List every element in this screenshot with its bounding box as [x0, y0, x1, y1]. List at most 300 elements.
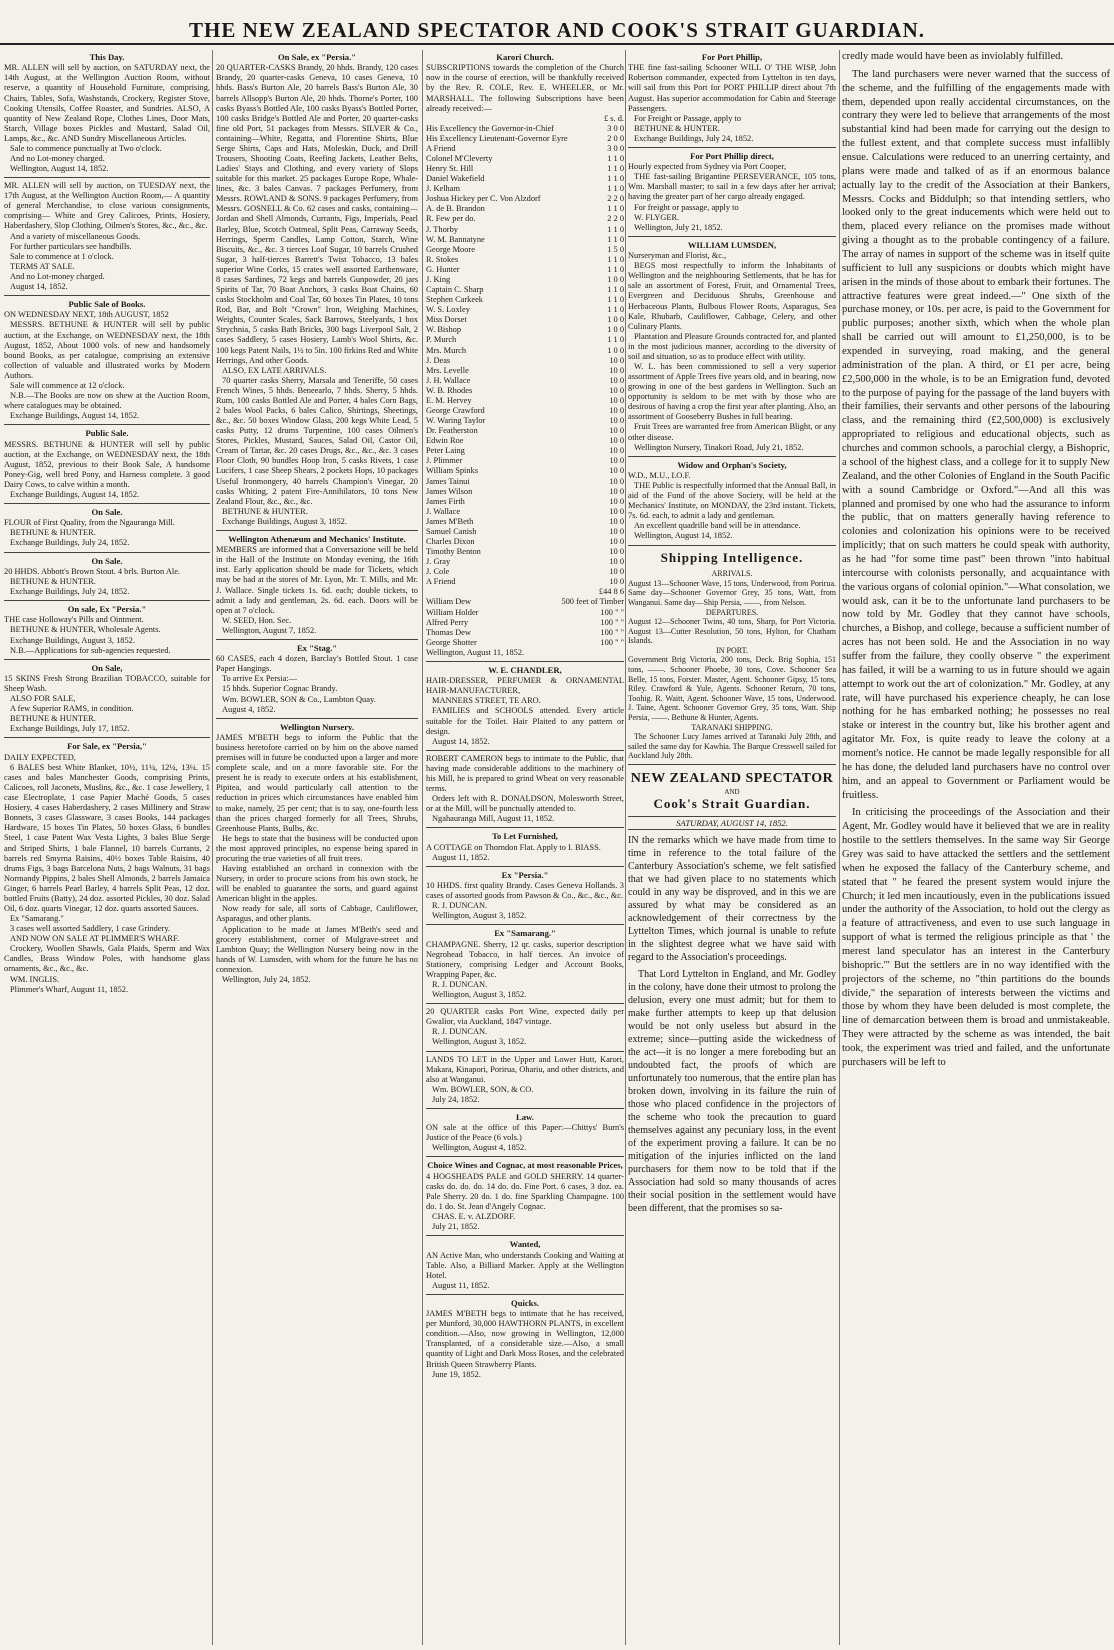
ad-text: BETHUNE & HUNTER.	[10, 714, 96, 724]
ad-heading: Widow and Orphan's Society,	[677, 459, 787, 470]
subscriber-name: W. M. Bannatyne	[426, 234, 485, 244]
masthead-rule	[0, 43, 1114, 45]
ad-text: W. FLYGER.	[634, 212, 680, 222]
ad-text: TERMS AT SALE.	[10, 261, 75, 271]
donation: 100 " "	[600, 637, 624, 647]
ad-text: BETHUNE & HUNTER.	[634, 123, 720, 133]
ad-text: August 4, 1852.	[222, 704, 276, 714]
subscriber-name: A Friend	[426, 143, 456, 153]
subscription-row	[426, 295, 624, 305]
subscriber-name: Stephen Carkeek	[426, 295, 483, 305]
ad-text: For Freight or Passage, apply to	[634, 113, 742, 123]
ad-text: Wellington, July 21, 1852.	[634, 222, 723, 232]
ad-text: Wellington, August 14, 1852.	[10, 164, 109, 174]
ad-text: Crockery, Woollen Shawls, Gala Plaids, Sperm and Wax Candles, Brass Window Poles, with handsome glass ornaments, &c., &c., &c.	[4, 944, 210, 974]
divider	[216, 639, 418, 640]
subscriber-name: J. Kelham	[426, 184, 460, 194]
subscription-row	[426, 487, 624, 497]
subscription-amount: 3 0 0	[607, 123, 624, 133]
donation: 100 " "	[600, 627, 624, 637]
subscriber-name: J. Wallace	[426, 506, 461, 516]
ad-text: 60 CASES, each 4 dozen, Barclay's Bottled Stout. 1 case Paper Hangings.	[216, 654, 418, 674]
subscriber-name: E. M. Hervey	[426, 395, 472, 405]
taranaki-heading: TARANAKI SHIPPING.	[691, 722, 773, 732]
ad-heading: On Sale,	[91, 662, 123, 673]
ad-heading: For Sale, ex "Persia,"	[67, 741, 147, 752]
ad-text: ALSO FOR SALE,	[10, 694, 76, 704]
subscription-row	[426, 567, 624, 577]
column-1	[4, 50, 210, 1645]
divider	[4, 503, 210, 504]
subscriber-name: William Spinks	[426, 466, 479, 476]
subscription-row	[426, 124, 624, 134]
ad-text: BETHUNE & HUNTER, Wholesale Agents.	[10, 625, 161, 635]
subscription-amount: 10 0	[609, 526, 624, 536]
divider	[426, 750, 624, 751]
ad-text: Wellington Nursery, Tinakori Road, July 21, 1852.	[634, 442, 804, 452]
subscriber-name: G. Hunter	[426, 264, 460, 274]
subscription-row	[426, 557, 624, 567]
column-divider	[839, 50, 840, 1645]
subscription-row	[426, 537, 624, 547]
ad-heading: This Day.	[89, 52, 125, 62]
advertisement	[4, 428, 210, 500]
divider	[4, 295, 210, 296]
ad-text: And no Lot-money charged.	[10, 154, 105, 164]
subscriber-name: W. Waring Taylor	[426, 416, 486, 426]
editorial-paragraph: IN the remarks which we have made from time to time in reference to the total failure of the Canterbury Association's scheme, we felt satisfied that we had given place to no statements which could in any way be disproved, and in this we are assured by what may be considered as an acknowledgement of their correctness by the Lyttelton Times, which journal is unable to refute in the slightest degree what we have said with regard to the Association's proceedings.	[628, 835, 836, 964]
subscription-row	[426, 416, 624, 426]
subscriber-name: James M'Beth	[426, 516, 474, 526]
column-3	[426, 50, 624, 1645]
ad-text: Exchange Buildings, July 24, 1852.	[634, 133, 754, 143]
ad-text: Sale will commence at 12 o'clock.	[10, 380, 125, 390]
ad-heading: On sale, Ex "Persia."	[67, 604, 147, 615]
ad-heading: Karori Church.	[496, 52, 554, 62]
newspaper-title: NEW ZEALAND SPECTATOR	[630, 771, 834, 786]
ad-text: An excellent quadrille band will be in attendance.	[634, 521, 801, 531]
ad-text: Now ready for sale, all sorts of Cabbage, Cauliflower, Asparagus, and other plants.	[216, 904, 418, 924]
subscription-row	[426, 386, 624, 396]
subscriber-name: W. S. Loxley	[426, 305, 470, 315]
ad-heading: For Port Phillip direct,	[690, 150, 774, 161]
subscription-amount: 10 0	[609, 446, 624, 456]
ad-text: CHAS. E. v. ALZDORF.	[432, 1212, 516, 1222]
ad-text: Hourly expected from Sydney via Port Cooper,	[628, 162, 787, 172]
subscriber-name: W. Bishop	[426, 325, 462, 335]
ad-text: Sale to commence punctually at Two o'clock.	[10, 143, 162, 153]
subscription-row	[426, 426, 624, 436]
ad-text: R. J. DUNCAN.	[432, 980, 488, 990]
ad-text: ON WEDNESDAY NEXT, 18th AUGUST, 1852	[4, 310, 169, 320]
divider	[628, 545, 836, 546]
ad-text: HAIR-DRESSER, PERFUMER & ORNAMENTAL HAIR-MANUFACTURER,	[426, 676, 624, 696]
inport-text: Government Brig Victoria, 200 tons, Deck. Brig Sophia, 151 tons, ——. Schooner Phoebe, 30 tons, Cove. Schooner Sea Belle, 15 tons, Forster. Master, Agent. Schooner Gipsy, 15 tons, Riley. Crawford & Yule, Agents. Schooner Return, 70 tons, Toohig. R. Waitt, Agent. Schooner Wave, 15 tons, Underwood. J. Taine, Agent. Schooner Governor Grey, 35 tons, Watt. Ship Persia, ——. Bethune & Hunter, Agents.	[628, 655, 836, 723]
ad-text: July 24, 1852.	[432, 1094, 480, 1104]
ad-text: August 14, 1852.	[10, 281, 68, 291]
ad-text: W. SEED, Hon. Sec.	[222, 615, 292, 625]
ad-text: 6 BALES best White Blanket, 10½, 11¼, 12¼, 13¼. 15 cases and bales Manchester Goods, comprising Prints, Calicoes, roll Jaconets, Muslins, &c., &c. 1 case Jewellery, 1 case Electroplate, 1 case Papier Maché Goods, 5 cases Hosiery, 4 cases Haberdashery, 2 cases Millinery and Straw Bonnets, 3 cases Glassware, 3 cases Books, 144 packages Hardware, 15 boxes Tin Plates, 50 boxes Glass, 6 bundles Steel, 1 case Patent Wax Vesta Lights, 3 bales Blue Serge and Striped Shirts, 1 bale Flannel, 10 barrels Currants, 2 barrels red Smyrna Raisins, 40½ boxes Table Raisins, 40 drums Figs, 3 bags Barcelona Nuts, 2 bags Walnuts, 31 bags Normandy Pippins, 2 bales Shell Almonds, 2 barrels Jamaica Ginger, 6 barrels Pearl Barley, 4 barrels Split Peas, 12 doz. bottled Fruits (Batty), 24 doz. assorted Pickles, 30 doz. Salad Oil, 6 doz. quarts Vinegar, 12 doz. quarts assorted Sauces.	[4, 762, 210, 913]
editorial-paragraph: The land purchasers were never warned that the success of the scheme, and the fulfilling of the engagements made with them, depended upon really accidental circumstances, on the contrary they were led to believe that arrangements of the most substantial kind had been made for carrying out the design to the fullest extent, and that complete success must infallibly ensue. Calculations were reduced to an unerring certainty, and plans were made and talked of as if an enormous balance actually lay to the credit of the Association at their Bankers, Messrs. Cocks and Biddulph; so that intending settlers, who looked only to the great inducements which were held out to them, placed every reliance on the promises made without giving a thought as to the probable contingency of a failure. The array of names in support of the scheme was in itself quite sufficient to lull any suspicions or doubts which might have arisen in the minds of those about to embark their fortunes. The attractive features were great indeed.—" One sixth of the purchase money, or 10s. per acre, is paid to the Government for public purposes; another sixth, which when the whole plan shall be carried out will amount to £1,250,000, is to be expended in surveying, road making, and the general administration of the plan. A third, or £1 per acre, being £2,500,000 in the whole, is to be an Emigration fund, devoted to the purpose of paying for the passage of the land buyers with their families, their servants and other persons of the labouring class, and the remaining third (£2,500,000) is exclusively appropriated to religious and educational objects, such as churches and common schools, a parochial clergy, a Bishopric, a school of the highest class, and a college for it to supply New Zealand, and the other Colonies of England in the South Pacific with a sound Cambridge or Oxford."—And all this was planned and promised by one who had the assurance to inform the public, that on matters generally having reference to colonies and colonization his opinions were to be received implicitly; that on such matters he could speak with authority, as he had "for some time past" been thrown "into habitual intercourse with colonists personally, and acquaintance with the various organs of colonial opinion."—What consolation, we would ask, can it be to the unfortunate land purchasers to be now told by Mr. Godley that they cannot have schools, churches, a Bishop, and college, because a sufficient number of acres has not been sold. He and the Association in no way suffer from the failure, they coolly observe " the experiment has failed, it will be a warning to us in future should we again attempt to work out the art of colonization." Mr. Godley, at any rate, will have purchased his experience cheaply, he can lose nothing for he has embarked nothing; he possesses no real stake or interest in the country but, like his brother agent and agitator Mr. Fox, is quite ready to leave the colony at a moment's notice. He cannot be made legally responsible for all he has done, the deluded land purchasers have no control over him, and an appeal to Government or Parliament would be fruitless.	[842, 68, 1110, 801]
subscription-row	[426, 477, 624, 487]
subscriber-name: Colonel M'Cleverty	[426, 154, 493, 164]
subscription-amount: 1 0 0	[607, 345, 624, 355]
advertisement	[216, 722, 418, 985]
subscription-amount: 1 1 0	[607, 305, 624, 315]
subscriber-name: Joshua Hickey per C. Von Alzdorf	[426, 194, 541, 204]
subscription-row	[426, 366, 624, 376]
ad-date: Wellington, August 11, 1852.	[426, 647, 525, 657]
subscription-row	[426, 325, 624, 335]
subscription-amount: 10 0	[609, 567, 624, 577]
ad-text: Application to be made at James M'Beth's seed and grocery establishment, corner of Mulgrave-street and Lambton Quay; the Wellington Nursery being now in the hands of W. Lumsden, with whom for the future he has no connexion.	[216, 924, 418, 974]
ad-heading: Public Sale.	[85, 428, 129, 439]
subscription-amount: 1 1 0	[607, 204, 624, 214]
editorial-paragraph: That Lord Lyttelton in England, and Mr. Godley in the colony, have done their utmost to prolong the delusion, every one must admit; but for them to make further attempts to keep up that delusion would be not only useless but absurd in the extreme; since—putting aside the wickedness of the act—it is no longer a mere foreboding but an undoubted fact, the proofs of which are unfortunately too numerous, that the entire plan has broken down, involving in its failure the ruin of those who placed confidence in the projectors of the scheme who took the precaution to guard themselves against any pecuniary loss, in the event of the experiment proving a failure. It can be no mitigation of the injuries inflicted on the land purchasers for them now to be told that if the Association had sold so many thousands of acres their social position in the settlement would have been different, that the promises so sa-	[628, 969, 836, 1215]
subscription-amount: 10 0	[609, 536, 624, 546]
advertisement	[426, 1298, 624, 1380]
ad-heading: Choice Wines and Cognac, at most reasonable Prices,	[427, 1160, 623, 1171]
subscription-row	[426, 436, 624, 446]
subscriber-name: Mrs. Levelle	[426, 365, 469, 375]
divider	[4, 424, 210, 425]
advertisement	[426, 831, 624, 862]
column-divider	[625, 50, 626, 1645]
ad-text: A few Superior RAMS, in condition.	[10, 704, 134, 714]
divider	[426, 827, 624, 828]
subscription-row	[426, 144, 624, 154]
subscription-amount: 10 0	[609, 516, 624, 526]
ad-text: 15 hhds. Superior Cognac Brandy.	[222, 684, 338, 694]
ad-text: August 11, 1852.	[432, 1280, 490, 1290]
ad-heading: Ex "Stag."	[296, 642, 338, 653]
ad-text: August 11, 1852.	[432, 852, 490, 862]
column-divider	[212, 50, 213, 1645]
subscription-row	[426, 255, 624, 265]
ad-text: 3 cases well assorted Saddlery, 1 case Grindery.	[10, 924, 171, 934]
divider	[628, 764, 836, 765]
subscriber-name: Samuel Canish	[426, 526, 477, 536]
ad-text: W.D., M.U., I.O.F.	[628, 470, 691, 480]
advertisement	[426, 1160, 624, 1232]
subscription-amount: 10 0	[609, 557, 624, 567]
donation: 500 feet of Timber	[561, 597, 624, 607]
subscription-amount: 2 0 0	[607, 133, 624, 143]
editorial-paragraph: In criticising the proceedings of the Association and their Agent, Mr. Godley would have it believed that we are in reality hostile to the settlers themselves. In the same way Sir George Grey was said to have attacked the settlers and the settlement when he exposed the fallacy of the Canterbury scheme, and stated that " he feared the present system would injure the Church; it led men incautiously, even in the publications issued under the authority of the Association, to hold out the clergy as a feature of attractiveness, and even to use such language in support of what is termed the religious principle as that ' the merest land speculator has an interest in the Canterbury bishopric.'" But the settlers are in no way identified with the projectors of the scheme, no "thin partitions do the bounds divide," the separation of interests between the victims and those by whom they have been deluded is most complete, the line of demarcation between them is broad and unmistakeable. They were attracted by the scheme as was intended, the bait took, the experiment was tried and failed, and the unfortunate purchasers will be left to	[842, 807, 1110, 1068]
ad-text: 4 HOGSHEADS PALE and GOLD SHERRY. 14 quarter-casks do. do. do. 14 do. do. Fine Port. 6 cases, 3 doz. ea. Pale Sherry. 20 do. 1 do. fine Sparkling Champagne. 100 do. 1 do. St. Jean d'Angely Cognac.	[426, 1171, 624, 1211]
ad-text: N.B.—The Books are now on shew at the Auction Room, where catalogues may be obtained.	[4, 390, 210, 411]
subscription-row	[426, 335, 624, 345]
subscription-amount: 10 0	[609, 506, 624, 516]
ad-text: ROBERT CAMERON begs to intimate to the Public, that having made considerable additions to the machinery of his Mill, he is prepared to grind Wheat on very reasonable terms.	[426, 753, 624, 794]
donor-name: George Shotter	[426, 637, 477, 647]
subscription-row	[426, 194, 624, 204]
editorial	[628, 834, 836, 1215]
ad-text: July 21, 1852.	[432, 1222, 480, 1232]
ad-text: THE fine fast-sailing Schooner WILL O' THE WISP, John Robertson commander, expected from Lyttelton in ten days, will sail from this Port for PORT PHILLIP direct about 7th August. Has superior accommodation for Cabin and Steerage Passengers.	[628, 63, 836, 113]
subscriber-name: Henry St. Hill	[426, 164, 474, 174]
advertisement	[426, 754, 624, 825]
donation: 100 " "	[600, 617, 624, 627]
subscription-amount: 10 0	[609, 466, 624, 476]
advertisement	[4, 741, 210, 994]
subscription-row	[426, 356, 624, 366]
newspaper-and: AND	[724, 787, 740, 796]
divider	[628, 456, 836, 457]
subscriber-name: J. King	[426, 274, 451, 284]
ad-text: June 19, 1852.	[432, 1369, 481, 1379]
subscription-row	[426, 406, 624, 416]
timber-row	[426, 628, 624, 638]
divider	[216, 718, 418, 719]
subscription-row	[426, 134, 624, 144]
subscription-row	[426, 497, 624, 507]
subscriber-name: His Excellency Lieutenant-Governor Eyre	[426, 133, 568, 143]
ad-text: Exchange Buildings, July 24, 1852.	[10, 538, 130, 548]
masthead: THE NEW ZEALAND SPECTATOR AND COOK'S STRAIT GUARDIAN.	[188, 18, 926, 42]
donor-name: Thomas Dew	[426, 627, 471, 637]
subscription-amount: 10 0	[609, 456, 624, 466]
subscription-rows	[426, 124, 624, 588]
ad-text: Wellington, July 24, 1852.	[222, 974, 311, 984]
ad-text: SUBSCRIPTIONS towards the completion of the Church now in the course of erection, will be thankfully received by the Rev. R. COLE, Rev. E. WHEELER, or Mr. MARSHALL. The following Subscriptions have been already received:—	[426, 63, 624, 113]
timber-row	[426, 597, 624, 607]
subscription-row	[426, 154, 624, 164]
subscription-amount: 10 0	[609, 355, 624, 365]
subscription-amount: 3 0 0	[607, 143, 624, 153]
divider	[426, 1003, 624, 1004]
advertisement	[216, 52, 418, 527]
ad-heading: On Sale.	[91, 555, 123, 566]
advertisement	[4, 299, 210, 421]
ad-text: THE Public is respectfully informed that the Annual Ball, in aid of the Fund of the above Society, will be held at the Mechanics' Institute, on MONDAY, the 23rd instant. Tickets, 7s. 6d. each, to admit a lady and gentleman.	[628, 481, 836, 521]
subscription-row	[426, 214, 624, 224]
ad-text: W. L. has been commissioned to sell a very superior assortment of Apple Trees five years old, and in bearing, now growing in one of the best gardens in Wellington. Such an opportunity is seldom to be met with by those who are desirous of having a crop the first year after planting. Also, an assortment of Gooseberry Bushes in full bearing.	[628, 361, 836, 422]
subscription-row	[426, 466, 624, 476]
subscription-amount: 10 0	[609, 486, 624, 496]
shipping-title: Shipping Intelligence.	[660, 549, 804, 565]
ad-text: Sale to commence at 1 o'clock.	[10, 251, 114, 261]
timber-rows	[426, 597, 624, 647]
subscriber-name: James Firth	[426, 496, 465, 506]
ad-text: Exchange Buildings, August 14, 1852.	[10, 489, 140, 499]
subscriber-name: His Excellency the Governor-in-Chief	[426, 123, 554, 133]
ad-text: JAMES M'BETH begs to intimate that he has received, per Munford, 30,000 HAWTHORN PLANTS, in excellent condition.—Also, now growing in Wellington, 12,000 Transplanted, of a considerable size.—Also, a small quantity of Light and Dark Moss Roses, and the celebrated British Queen Strawberry Plants.	[426, 1309, 624, 1369]
subscription-amount: 1 0 0	[607, 274, 624, 284]
subscriber-name: J. Cole	[426, 567, 450, 577]
subscription-row	[426, 577, 624, 587]
shipping-intelligence	[628, 569, 836, 761]
subscription-row	[426, 305, 624, 315]
subscriber-name: W. B. Rhodes	[426, 385, 473, 395]
ad-heading: Ex "Samarang."	[494, 928, 556, 939]
subscriber-name: Captain C. Sharp	[426, 285, 484, 295]
divider	[426, 1294, 624, 1295]
column-4	[628, 50, 836, 1645]
ad-heading: Law.	[516, 1111, 534, 1122]
ad-text: FAMILIES and SCHOOLS attended. Every article suitable for the Toilet. Hair Plaited to any pattern or design.	[426, 706, 624, 736]
advertisement	[426, 1007, 624, 1047]
ad-text: Wellington, August 4, 1852.	[432, 1143, 527, 1153]
ad-text: Orders left with R. DONALDSON, Molesworth Street, or at the Mill, will be punctually attended to.	[426, 794, 624, 814]
ad-text: LANDS TO LET in the Upper and Lower Hutt, Karori, Makara, Kinapori, Porirua, Ohariu, and other districts, and also at Wanganui.	[426, 1054, 624, 1084]
ad-text: DAILY EXPECTED,	[4, 752, 76, 762]
subscription-row	[426, 235, 624, 245]
advertisement	[4, 52, 210, 174]
subscriber-name: Peter Laing	[426, 446, 465, 456]
ad-text: ALSO, EX LATE ARRIVALS.	[222, 365, 327, 375]
divider	[628, 236, 836, 237]
ad-text: MESSRS. BETHUNE & HUNTER will sell by public auction, at the Exchange, on WEDNESDAY next, the 18th August, 1852, previous to their Book Sale, A handsome Poney-Gig, well bred Pony, and Harness complete. 3 good Dairy Cows, to calve within a month.	[4, 439, 210, 489]
ad-text: BETHUNE & HUNTER.	[10, 576, 96, 586]
ad-text: MR. ALLEN will sell by auction, on SATURDAY next, the 14th August, at the Wellington Auction Room, without reserve, a quantity of Household Furniture, comprising, Chairs, Tables, Sofa, Washstands, Crockery, Register Stove, Cooking Utensils, Coffee Roaster, and Sundries. ALSO, A quantity of New Zealand Rope, Clothes Lines, Door Mats, Starch, Village boxes Pickles and Mustard, Salad Oil, Lamps, &c., &c. AND Sundry Miscellaneous Articles.	[4, 63, 210, 143]
ad-heading: Wellington Athenæum and Mechanics' Institute.	[228, 533, 406, 544]
ad-text: Wm. BOWLER, SON, & CO.	[432, 1084, 534, 1094]
ad-text: AND NOW ON SALE AT PLIMMER'S WHARF.	[10, 934, 180, 944]
advertisement	[426, 1239, 624, 1291]
ad-text: And a variety of miscellaneous Goods.	[10, 231, 141, 241]
ad-text: Exchange Buildings, August 3, 1852.	[10, 635, 135, 645]
subscriber-name: Edwin Roe	[426, 436, 464, 446]
subscription-row	[426, 396, 624, 406]
ad-text: WM. INGLIS.	[10, 974, 60, 984]
subscription-amount: 1 1 0	[607, 295, 624, 305]
subscription-row	[426, 245, 624, 255]
subscription-amount: 10 0	[609, 416, 624, 426]
subscription-amount: 1 1 0	[607, 335, 624, 345]
divider	[4, 177, 210, 178]
subscriber-name: Miss Dorset	[426, 315, 467, 325]
subscriber-name: A Friend	[426, 577, 456, 587]
arrivals-heading: ARRIVALS.	[711, 569, 753, 579]
column-3-ads	[426, 665, 624, 1380]
subscription-row	[426, 285, 624, 295]
divider	[426, 1235, 624, 1236]
subscription-amount: 10 0	[609, 476, 624, 486]
donor-name: William Holder	[426, 607, 479, 617]
subscription-row	[426, 517, 624, 527]
subscription-amount: 10 0	[609, 496, 624, 506]
ad-heading: WILLIAM LUMSDEN,	[687, 239, 777, 250]
divider	[426, 1108, 624, 1109]
ad-heading: On Sale.	[91, 506, 123, 517]
subscription-amount: 10 0	[609, 385, 624, 395]
subscription-row	[426, 456, 624, 466]
divider	[426, 661, 624, 662]
ad-heading: W. E. CHANDLER,	[488, 664, 562, 675]
subscription-row	[426, 174, 624, 184]
ad-text: 70 quarter casks Sherry, Marsala and Teneriffe, 50 cases French Wines, 5 hhds. Beneearlo, 7 hhds. Sherry, 5 hhds. Rum, 100 casks Bottled Ale and Porter, 4 bales Corn Bags, 2 bales Wool Packs, 6 bales Calico, Shirtings, Sheetings, &c., &c. 50 boxes Window Glass, 200 kegs White Lead, 5 casks Putty, 12 drums Turpentine, 100 cases Oilmen's Stores, Pickles, Mustard, Sauces, Salad Oil, Castor Oil, Cream of Tartar, &c. 20 cases Drugs, &c., &c., &c. 3 cases Floor Cloth, 90 bundles Hoop Iron, 5 casks Rivets, 1 case Lucifers, 1 case Sheep Shears, 2 pockets Hops, 10 packages Useful Ironmongery, 40 barrels Champion's Vinegar, 20 casks Whiting, 2 patent Fire-Annihilators, 10 tons New Zealand Flour, &c., &c., &c.	[216, 375, 418, 506]
divider	[426, 924, 624, 925]
subscriber-name: J. Thorby	[426, 224, 458, 234]
ad-heading: Quicks.	[511, 1297, 539, 1308]
subscription-amount: 1 1 0	[607, 174, 624, 184]
ad-text: August 14, 1852.	[432, 736, 490, 746]
subscription-amount: 10 0	[609, 375, 624, 385]
subscription-amount: 10 0	[609, 405, 624, 415]
newspaper-subtitle: Cook's Strait Guardian.	[653, 796, 811, 812]
advertisement	[628, 240, 836, 453]
subscription-amount: 10 0	[609, 426, 624, 436]
ad-text: Plantation and Pleasure Grounds contracted for, and planted in the most judicious manner, according to the diversity of soil and situation, so as to produce effect with utility.	[628, 331, 836, 361]
advertisement	[4, 604, 210, 656]
advertisement	[628, 151, 836, 233]
subscription-row	[426, 204, 624, 214]
ad-text: Exchange Buildings, July 17, 1852.	[10, 724, 130, 734]
ad-text: THE fast-sailing Brigantine PERSEVERANCE, 105 tons, Wm. Marshall master; to sail in a few days after her arrival; having the greater part of her cargo already engaged.	[628, 172, 836, 202]
ad-text: THE case Holloway's Pills and Ointment.	[4, 615, 144, 625]
advertisement	[4, 507, 210, 549]
ad-heading: Public Sale of Books.	[68, 299, 146, 310]
ad-heading: To Let Furnished,	[492, 831, 558, 842]
newspaper-date: SATURDAY, AUGUST 14, 1852.	[628, 816, 836, 830]
ad-text: 20 QUARTER casks Port Wine, expected daily per Gwalior, via Auckland, 1847 vintage.	[426, 1007, 624, 1027]
ad-text: Having established an orchard in connexion with the Nursery, in order to procure scions from his own stock, he will be enabled to guarantee the sorts, and guard against American blight in the apples.	[216, 864, 418, 904]
advertisement	[426, 870, 624, 922]
subscription-row	[426, 346, 624, 356]
subscription-row	[426, 547, 624, 557]
advertisement	[4, 181, 210, 292]
subscription-row	[426, 225, 624, 235]
subscriber-name: George Crawford	[426, 405, 485, 415]
subscription-amount: 1 1 0	[607, 164, 624, 174]
advertisement	[628, 460, 836, 542]
departures-text: August 12—Schooner Twins, 40 tons, Sharp, for Port Victoria. August 13—Cutter Resolution, 50 tons, Hylton, for Chatham Islands.	[628, 617, 836, 646]
subscription-amount: 1 1 0	[607, 234, 624, 244]
subscriber-name: J. Plimmer	[426, 456, 463, 466]
subscription-amount: 2 2 0	[607, 214, 624, 224]
subscription-amount: 1 1 0	[607, 285, 624, 295]
ad-text: 15 SKINS Fresh Strong Brazilian TOBACCO, suitable for Sheep Wash.	[4, 674, 210, 694]
column-divider	[422, 50, 423, 1645]
subscription-amount: 2 2 0	[607, 194, 624, 204]
ad-text: 20 QUARTER-CASKS Brandy, 20 hhds. Brandy, 120 cases Brandy, 20 quarter-casks Geneva, 10 cases Geneva, 10 hhds. Bass's Burton Ale, 20 barrels Bass's Burton Ale, 30 barrels Allsopp's Burton Ale, 20 hhds. Thorne's Porter, 100 casks Byass's Bottled Ale, 100 casks Byass's Bottled Porter, 100 casks Bridge's Bottled Ale and Porter, 20 quarter-casks fine old Port, 51 packages from Messrs. SILVER & Co., containing—White, Regatta, and Florentine Shirts, Blue Serge Shirts, Caps and Hats, Moleskin, Duck, and Drill Trousers, Shooting Coats, Reefing Jackets, Leather Belts, Ladies' Stays and Clothing, and every variety of Slops suitable for this market. 25 packages Europe Rope, Whale-lines, &c. 3 bales Canvas. 7 packages Perfumery, from Messrs. ROWLAND & SONS. 9 packages Perfumery, from Messrs. GOSNELL & Co. 62 cases and casks, containing—Jordan and Shell Almonds, Currants, Figs, Imperials, Pearl Barley, Blue, Scotch Oatmeal, Split Peas, Carraway Seeds, Herrings, Sperm Candles, Lamp Cotton, Starch, Wine Biscuits, &c., &c. 3 tierces Loaf Sugar, 10 barrels Crushed Sugar, 3 half-tierces Barrett's Twist Tobacco, 13 bales superior Wine Corks, 15 crates well assorted Earthenware, 8 cases Sardines, 72 kegs and barrels Gunpowder, 20 jars Spirits of Tar, 70 Boat Anchors, 3 casks Boat Chains, 60 casks Stockholm and Coal Tar, 60 boxes Tin Plates, 10 tons Rod, Bar, and Bolt "Crown" Iron, Weighing Machines, Weights, Counter Scales, Sack Barrows, Steelyards, 1 box Strychnia, 5 casks Bath Bricks, 300 bags Liverpool Salt, 2 cases Saddlery, 5 cases Hosiery, Lamb's Wool Shirts, &c. 100 kegs Patent Nails, 1½ to 5in. 100 firkins Red and White Herrings, And other Goods.	[216, 63, 418, 365]
ad-text: ON sale at the office of this Paper:—Chittys' Burn's Justice of the Peace (6 vols.)	[426, 1123, 624, 1143]
ad-text: Wellington, August 7, 1852.	[222, 625, 317, 635]
subscription-amount: 1 0 0	[607, 325, 624, 335]
ad-text: MESSRS. BETHUNE & HUNTER will sell by public auction, at the Exchange, on WEDNESDAY next, the 18th August, 1852, About 1000 vols. of new and handsomely bound Books, as per catalogue, comprising an extensive collection of valuable and illustrated works by Modern Authors.	[4, 320, 210, 380]
timber-row	[426, 608, 624, 618]
subscriber-name: James Tainui	[426, 476, 470, 486]
column-4-ads	[628, 52, 836, 542]
inport-heading: IN PORT.	[716, 645, 748, 655]
subscription-row	[426, 184, 624, 194]
advertisement	[426, 1055, 624, 1105]
ad-text: R. J. DUNCAN.	[432, 1027, 488, 1037]
subscriber-name: J. Gray	[426, 557, 451, 567]
ad-heading: Ex "Persia."	[501, 869, 549, 880]
ad-text: Wellington, August 3, 1852.	[432, 990, 527, 1000]
subscriber-name: A. de B. Brandon	[426, 204, 485, 214]
ad-heading: For Port Phillip,	[701, 52, 763, 62]
ad-text: He begs to state that the business will be conducted upon the most approved principles, no expense being spared in procuring the true varieties of all fruit trees.	[216, 833, 418, 863]
subscriber-name: R. Stokes	[426, 254, 459, 264]
ad-text: MEMBERS are informed that a Conversazione will be held in the Hall of the Institute on Monday evening, the 16th inst. Early application should be made for Tickets, which may be had at the stores of Mr. Lyon, Mr. T. Mills, and Mr. J. Wallace. Single tickets 1s. 6d. each; double tickets, to admit a lady and gentleman, 2s. 6d. each. Doors will be open at 7 o'clock.	[216, 545, 418, 615]
ad-text: BEGS most respectfully to inform the Inhabitants of Wellington and the neighbouring Settlements, that he has for sale an assortment of Forest, Fruit, and Ornamental Trees, Evergreen and Deciduous Shrubs, Greenhouse and Herbaceous Plants, Bulbous Flower Roots, Asparagus, Sea Kale, Rhubarb, Cauliflower, Cabbage, Celery, and other Culinary Plants.	[628, 261, 836, 331]
ad-text: And no Lot-money charged.	[10, 271, 105, 281]
ad-text: Wm. BOWLER, SON & Co., Lambton Quay.	[222, 694, 376, 704]
subscriber-name: James Wilson	[426, 486, 473, 496]
advertisement	[628, 52, 836, 144]
advertisement	[4, 663, 210, 735]
ad-text: Wellington, August 3, 1852.	[432, 911, 527, 921]
subscription-row	[426, 376, 624, 386]
divider	[628, 147, 836, 148]
ad-text: Wellington, August 14, 1852.	[634, 531, 733, 541]
subscription-amount: 10 0	[609, 395, 624, 405]
timber-row	[426, 638, 624, 648]
subscription-row	[426, 527, 624, 537]
